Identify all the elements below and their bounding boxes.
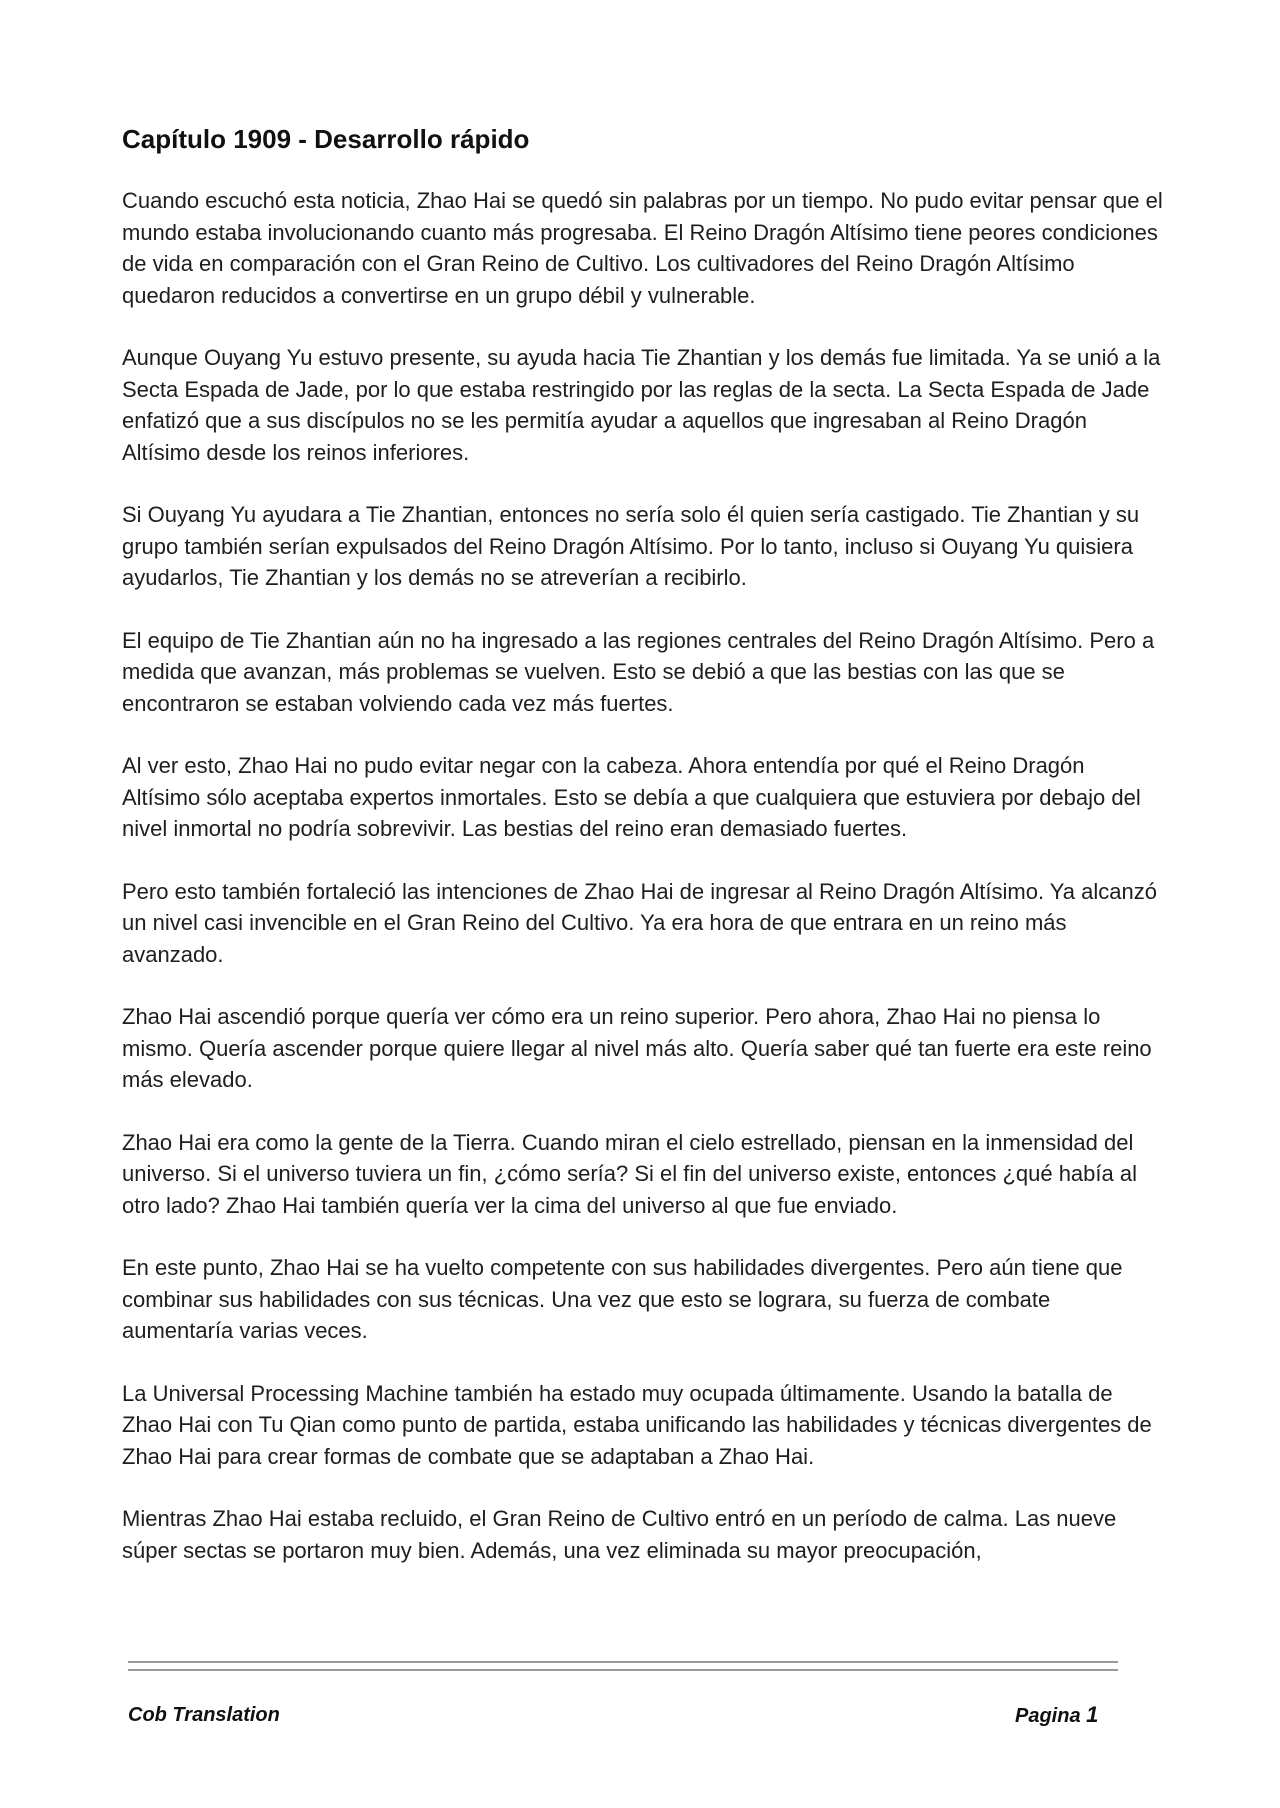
page-number-value: 1 xyxy=(1086,1702,1099,1727)
paragraph-2: Aunque Ouyang Yu estuvo presente, su ayuda hacia Tie Zhantian y los demás fue limitada. Ya se unió a la Secta Espada de Jade, por lo que estaba restringido por las reglas de la secta. La Secta Espada de Jade enfatizó que a sus discípulos no se les permitía ayudar a aquellos que ingresaban al Reino Dragón Altísimo desde los reinos inferiores. xyxy=(122,345,1161,465)
footer-page-number xyxy=(1015,1702,1098,1729)
footer-divider-bottom xyxy=(128,1669,1118,1671)
paragraph-4: El equipo de Tie Zhantian aún no ha ingresado a las regiones centrales del Reino Dragón Altísimo. Pero a medida que avanzan, más problemas se vuelven. Esto se debió a que las bestias con las que se encontraron se estaban volviendo cada vez más fuertes. xyxy=(122,627,1155,716)
footer-translator-credit: Cob Translation xyxy=(128,1704,280,1726)
paragraph-3: Si Ouyang Yu ayudara a Tie Zhantian, entonces no sería solo él quien sería castigado. Tie Zhantian y su grupo también serían expulsados del Reino Dragón Altísimo. Por lo tanto, incluso si Ouyang Yu quisiera ayudarlos, Tie Zhantian y los demás no se atreverían a recibirlo. xyxy=(122,502,1140,590)
paragraph-7: Zhao Hai ascendió porque quería ver cómo era un reino superior. Pero ahora, Zhao Hai no piensa lo mismo. Quería ascender porque quiere llegar al nivel más alto. Quería saber qué tan fuerte era este reino más elevado. xyxy=(122,1004,1152,1092)
paragraph-8: Zhao Hai era como la gente de la Tierra. Cuando miran el cielo estrellado, piensan en la inmensidad del universo. Si el universo tuviera un fin, ¿cómo sería? Si el fin del universo existe, entonces ¿qué había al otro lado? Zhao Hai también quería ver la cima del universo al que fue enviado. xyxy=(122,1129,1137,1218)
paragraph-6: Pero esto también fortaleció las intenciones de Zhao Hai de ingresar al Reino Dragón Altísimo. Ya alcanzó un nivel casi invencible en el Gran Reino del Cultivo. Ya era hora de que entrara en un reino más avanzado. xyxy=(122,878,1157,967)
paragraph-11: Mientras Zhao Hai estaba recluido, el Gran Reino de Cultivo entró en un período de calma. Las nueve súper sectas se portaron muy bien. Además, una vez eliminada su mayor preocupación, xyxy=(122,1506,1117,1563)
paragraph-10: La Universal Processing Machine también ha estado muy ocupada últimamente. Usando la batalla de Zhao Hai con Tu Qian como punto de partida, estaba unificando las habilidades y técnicas divergentes de Zhao Hai para crear formas de combate que se adaptaban a Zhao Hai. xyxy=(122,1380,1152,1469)
page-label: Pagina xyxy=(1015,1705,1081,1727)
chapter-body xyxy=(122,185,1167,1597)
paragraph-5: Al ver esto, Zhao Hai no pudo evitar negar con la cabeza. Ahora entendía por qué el Reino Dragón Altísimo sólo aceptaba expertos inmortales. Esto se debía a que cualquiera que estuviera por debajo del nivel inmortal no podría sobrevivir. Las bestias del reino eran demasiado fuertes. xyxy=(122,753,1141,841)
paragraph-1: Cuando escuchó esta noticia, Zhao Hai se quedó sin palabras por un tiempo. No pudo evitar pensar que el mundo estaba involucionando cuanto más progresaba. El Reino Dragón Altísimo tiene peores condiciones de vida en comparación con el Gran Reino de Cultivo. Los cultivadores del Reino Dragón Altísimo quedaron reducidos a convertirse en un grupo débil y vulnerable. xyxy=(122,188,1163,308)
paragraph-9: En este punto, Zhao Hai se ha vuelto competente con sus habilidades divergentes. Pero aún tiene que combinar sus habilidades con sus técnicas. Una vez que esto se lograra, su fuerza de combate aumentaría varias veces. xyxy=(122,1255,1123,1343)
footer-divider-top xyxy=(128,1661,1118,1663)
chapter-title: Capítulo 1909 - Desarrollo rápido xyxy=(122,124,530,154)
